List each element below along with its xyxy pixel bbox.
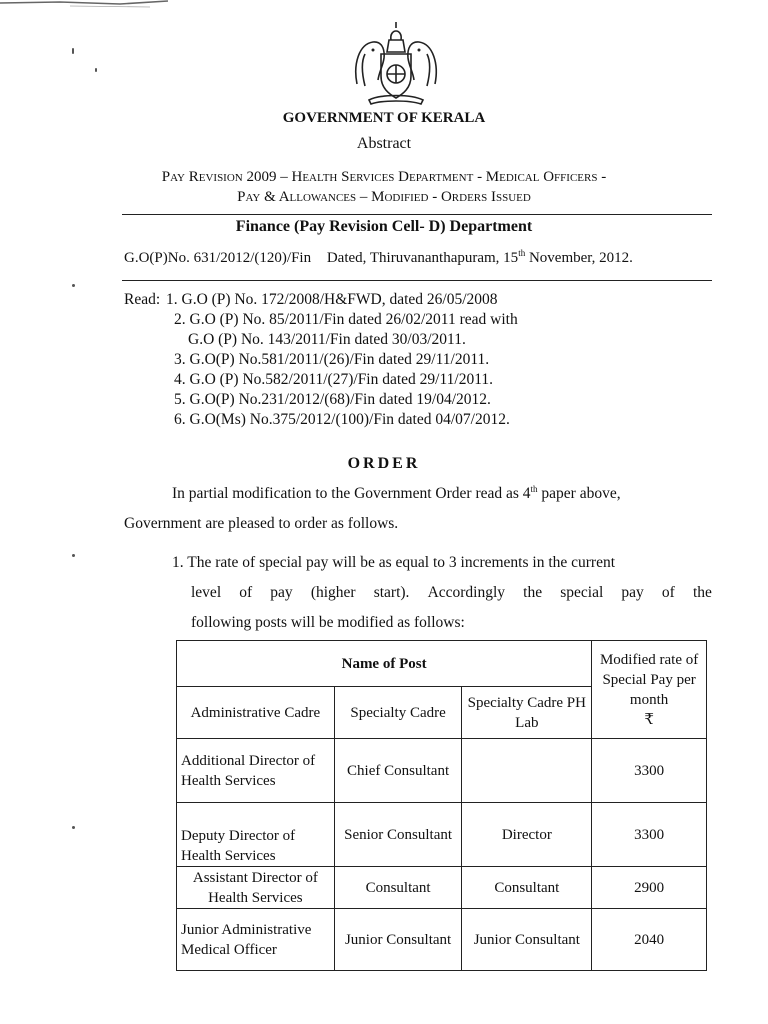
scan-speck [72, 48, 74, 54]
rate-cell: 3300 [592, 739, 707, 803]
admin-cell: Assistant Director of Health Services [177, 867, 335, 909]
order-heading: ORDER [347, 455, 421, 472]
scan-speck [72, 284, 75, 287]
specialty-cadre-ph-lab-header: Specialty Cadre PH Lab [462, 687, 592, 739]
justified-word: (higher [310, 584, 356, 601]
modified-rate-header: Modified rate of Special Pay per month ₹ [592, 641, 707, 739]
ph-lab-cell: Director [462, 803, 592, 867]
read-item: 4. G.O (P) No.582/2011/(27)/Fin dated 29/11/2011. [174, 371, 494, 388]
order-item-1 [172, 548, 712, 638]
specialty-cell: Consultant [334, 867, 462, 909]
admin-cell: Additional Director of Health Services [177, 739, 335, 803]
order-item-1-line-1: 1. The rate of special pay will be as equal to 3 increments in the current [172, 554, 616, 571]
abstract-label: Abstract [356, 135, 412, 152]
subject-line-1: Pay Revision 2009 – Health Services Department - Medical Officers - [161, 169, 607, 185]
header-rule-bottom [122, 280, 712, 281]
go-reference-line [124, 250, 633, 267]
read-label: Read: [124, 291, 161, 308]
justified-word: Accordingly [427, 584, 506, 601]
justified-word: of [661, 584, 675, 601]
order-item-1-line-2 [172, 578, 712, 608]
justified-word: level [191, 584, 222, 601]
admin-cell: Deputy Director of Health Services [177, 803, 335, 867]
justified-word: special [560, 584, 604, 601]
read-item: G.O (P) No. 143/2011/Fin dated 30/03/2011. [188, 331, 466, 348]
kerala-emblem-seal [351, 14, 441, 108]
header-rule-top [122, 214, 712, 215]
rate-cell: 3300 [592, 803, 707, 867]
table-row [177, 739, 707, 803]
scan-edge-mark [0, 0, 170, 14]
read-item: Read: 1. G.O (P) No. 172/2008/H&FWD, dated 26/05/2008 [124, 291, 498, 308]
admin-cell: Junior Administrative Medical Officer [177, 909, 335, 971]
go-number: G.O(P)No. 631/2012/(120)/Fin [124, 250, 312, 266]
ph-lab-cell: Consultant [462, 867, 592, 909]
read-references [124, 290, 518, 430]
read-item: 2. G.O (P) No. 85/2011/Fin dated 26/02/2011 read with [174, 311, 518, 328]
justified-word: of [239, 584, 253, 601]
department-heading: Finance (Pay Revision Cell- D) Department [235, 218, 533, 235]
table-row [177, 803, 707, 867]
justified-word: the [523, 584, 543, 601]
specialty-cadre-header: Specialty Cadre [334, 687, 462, 739]
administrative-cadre-header: Administrative Cadre [177, 687, 335, 739]
read-item: 5. G.O(P) No.231/2012/(68)/Fin dated 19/04/2012. [174, 391, 491, 408]
justified-word: the [692, 584, 712, 601]
scan-speck [72, 826, 75, 829]
justified-word: pay [621, 584, 644, 601]
ph-lab-cell: Junior Consultant [462, 909, 592, 971]
rupee-symbol: ₹ [644, 711, 654, 728]
specialty-cell: Junior Consultant [334, 909, 462, 971]
order-paragraph-line-1: In partial modification to the Government Order read as 4th paper above, [172, 484, 621, 502]
special-pay-table [176, 640, 707, 971]
table-row [177, 909, 707, 971]
subject-line-2: Pay & Allowances – Modified - Orders Issued [237, 189, 531, 205]
rate-cell: 2900 [592, 867, 707, 909]
specialty-cell: Chief Consultant [334, 739, 462, 803]
table-row [177, 867, 707, 909]
government-heading: GOVERNMENT OF KERALA [282, 110, 486, 126]
justified-word: pay [270, 584, 293, 601]
justified-word: start). [373, 584, 410, 601]
ph-lab-cell [462, 739, 592, 803]
rate-cell: 2040 [592, 909, 707, 971]
read-item: 6. G.O(Ms) No.375/2012/(100)/Fin dated 04/07/2012. [174, 411, 510, 428]
scan-speck [95, 68, 97, 72]
subject-lines [0, 167, 768, 207]
order-item-1-line-3: following posts will be modified as follows: [191, 614, 465, 631]
go-dated: Dated, Thiruvananthapuram, 15th November, 2012. [326, 248, 633, 266]
read-item: 3. G.O(P) No.581/2011/(26)/Fin dated 29/11/2011. [174, 351, 490, 368]
order-paragraph-line-2: Government are pleased to order as follows. [124, 515, 399, 532]
scan-speck [72, 554, 75, 557]
specialty-cell: Senior Consultant [334, 803, 462, 867]
name-of-post-header: Name of Post [177, 641, 592, 687]
table-header-row [177, 641, 707, 687]
